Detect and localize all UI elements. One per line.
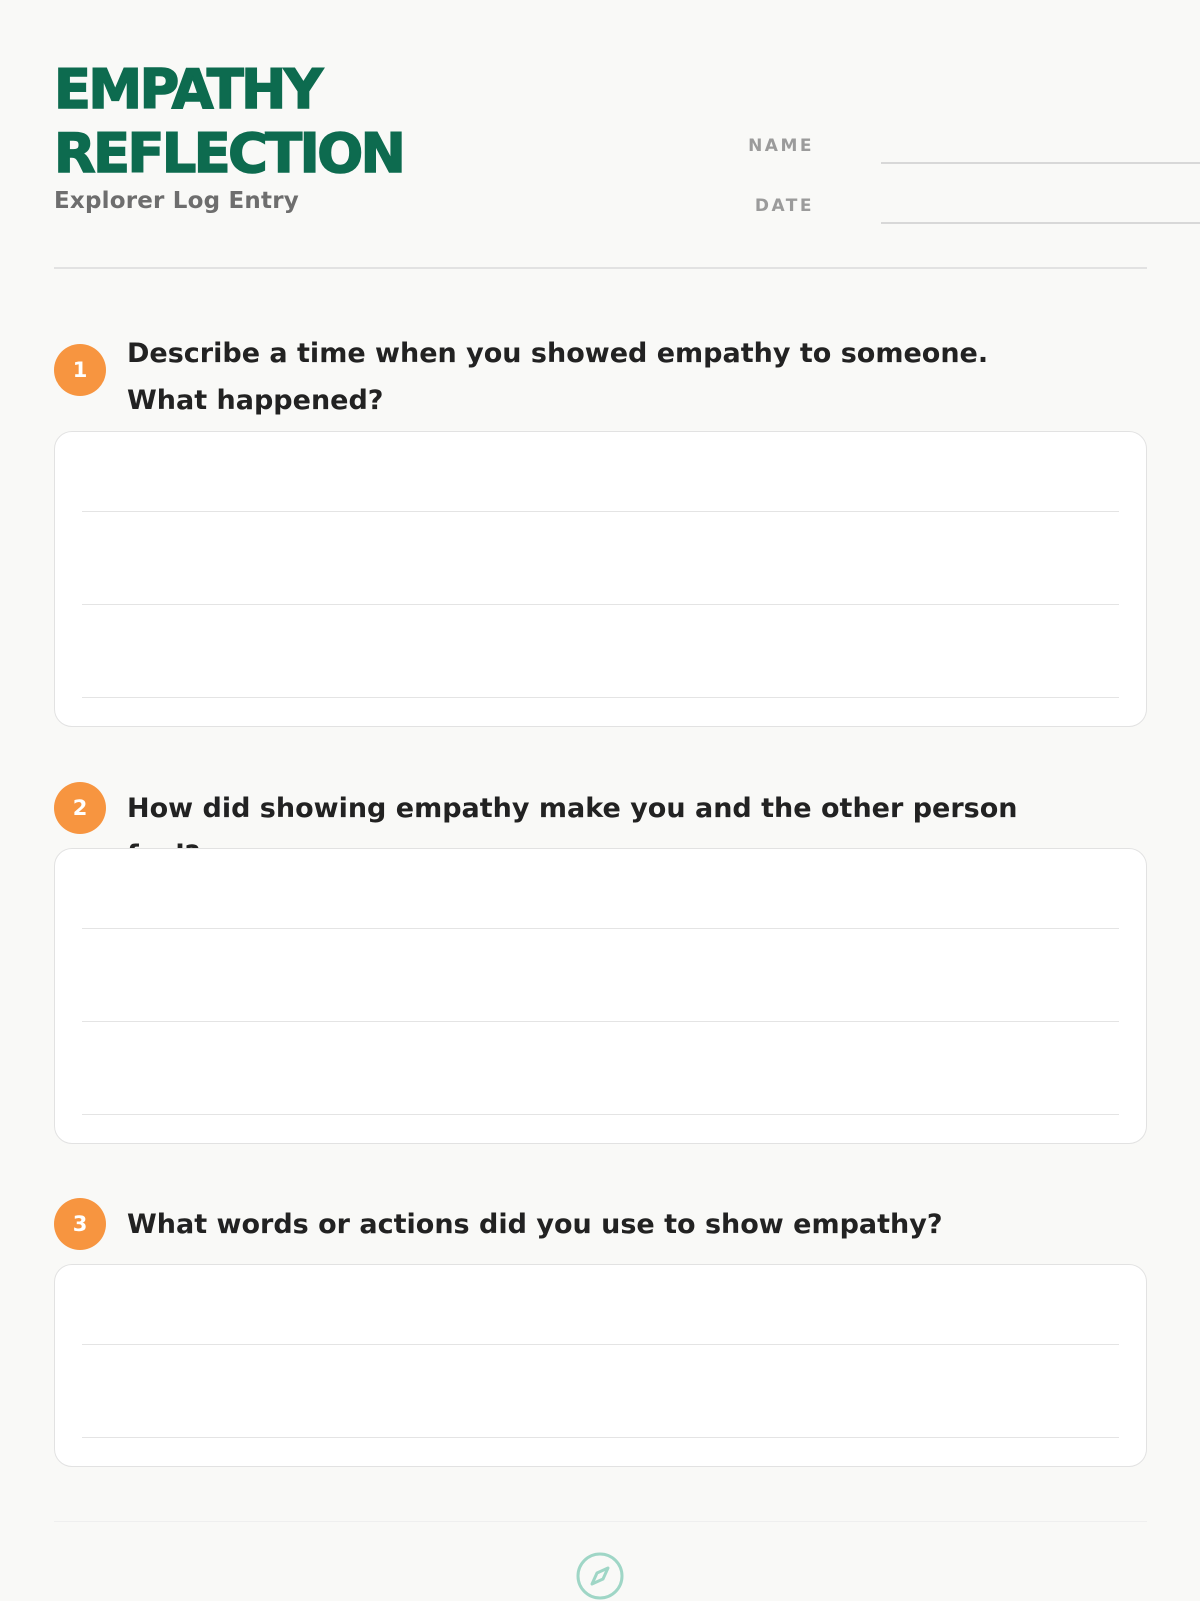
question-1-answer-box[interactable] (54, 431, 1147, 727)
title-line-1: EMPATHY (54, 58, 321, 121)
name-label: NAME (748, 136, 814, 156)
header-divider (54, 267, 1147, 269)
answer-line (82, 1437, 1119, 1438)
title-line-2: REFLECTION (54, 122, 404, 185)
question-2-answer-box[interactable] (54, 848, 1147, 1144)
date-label: DATE (754, 196, 814, 216)
question-1-text: Describe a time when you showed empathy to someone. What happened? (127, 338, 989, 416)
answer-line (82, 1114, 1119, 1115)
question-3-answer-box[interactable] (54, 1264, 1147, 1467)
question-3-number-badge: 3 (54, 1198, 106, 1250)
page-title (54, 58, 574, 186)
answer-line (82, 1021, 1119, 1022)
name-field-row (734, 136, 1147, 166)
worksheet-header (54, 58, 1147, 268)
answer-line (82, 697, 1119, 698)
question-1-number-badge: 1 (54, 344, 106, 396)
answer-line (82, 604, 1119, 605)
question-2-text: How did showing empathy make you and the other person (127, 793, 1018, 824)
question-3-text: What words or actions did you use to show empathy? (127, 1209, 943, 1240)
date-blank-line[interactable] (881, 222, 1200, 224)
footer-divider (54, 1521, 1147, 1522)
question-1 (54, 330, 1147, 730)
answer-line (82, 1344, 1119, 1345)
answer-line (82, 511, 1119, 512)
page-subtitle: Explorer Log Entry (54, 188, 299, 214)
question-3 (54, 1198, 1147, 1468)
name-blank-line[interactable] (881, 162, 1200, 164)
compass-icon (575, 1551, 625, 1601)
question-2-number-badge: 2 (54, 782, 106, 834)
answer-line (82, 928, 1119, 929)
question-2 (54, 782, 1147, 1147)
date-field-row (734, 196, 1147, 226)
